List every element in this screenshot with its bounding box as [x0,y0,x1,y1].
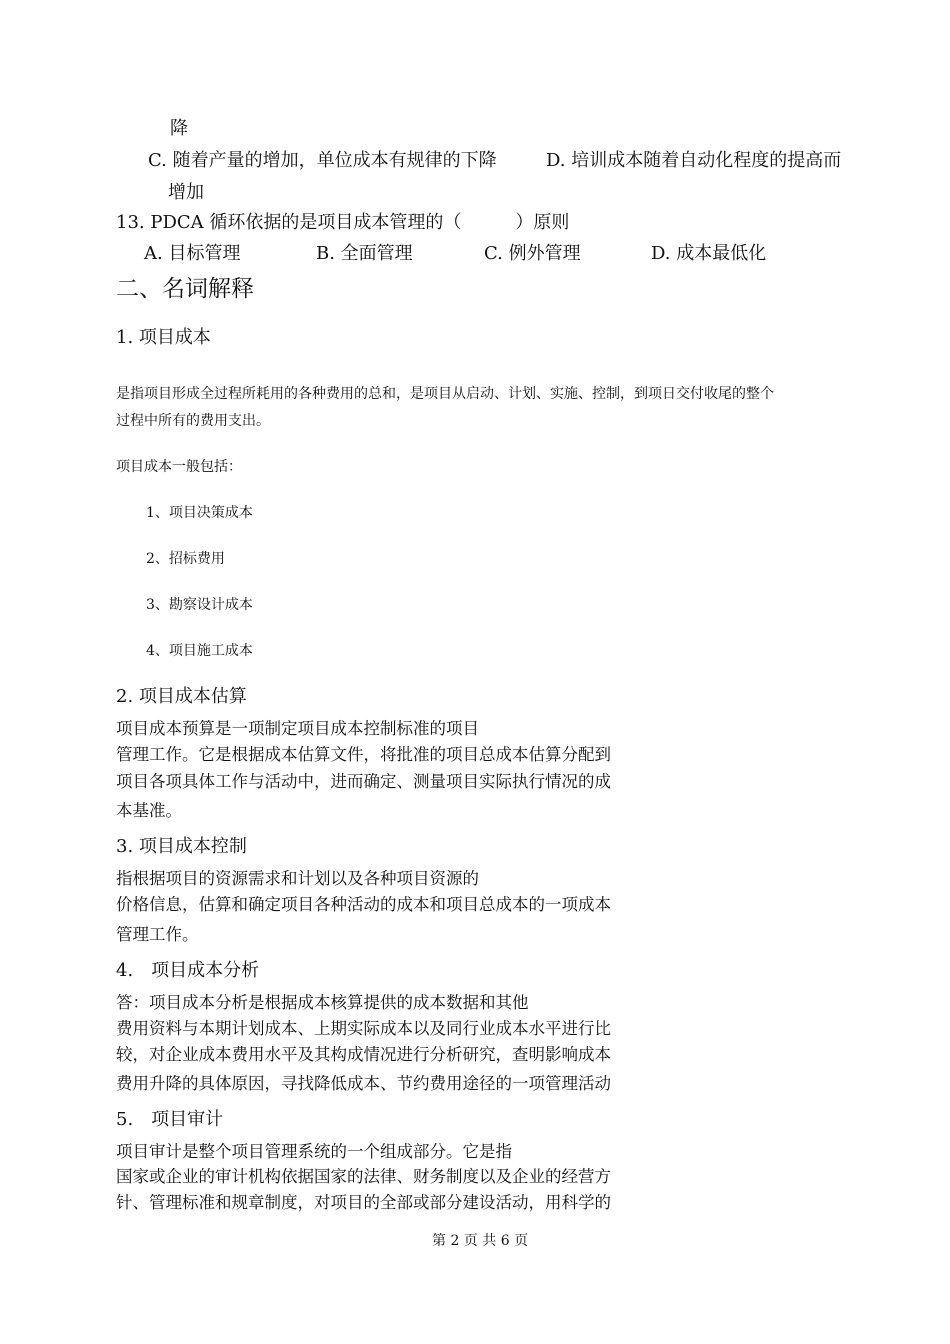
term1-list-item: 4、项目施工成本 [146,643,253,659]
term1-list-intro: 项目成本一般包括： [116,459,242,475]
term1-heading: 1. 项目成本 [116,327,211,348]
term2-line: 管理工作。它是根据成本估算文件，将批准的项目总成本估算分配到 [116,745,611,764]
term5-line: 针、管理标准和规章制度，对项目的全部或部分建设活动，用科学的 [116,1193,611,1212]
term1-list-item: 2、招标费用 [146,551,225,567]
page-footer: 第 2 页 共 6 页 [432,1233,529,1249]
term1-para-line2: 过程中所有的费用支出。 [116,413,270,429]
term4-line: 答：项目成本分析是根据成本核算提供的成本数据和其他 [116,993,529,1012]
term2-line: 项目成本预算是一项制定项目成本控制标准的项目 [116,719,479,738]
term4-heading: 4. 项目成本分析 [116,960,260,981]
q12-line1: 降 [170,118,188,139]
q12-line-last: 增加 [168,182,204,203]
term3-heading: 3. 项目成本控制 [116,836,247,857]
q13-option-b: B. 全面管理 [316,243,413,264]
term5-heading: 5. 项目审计 [116,1109,224,1130]
q13-stem: 13. PDCA 循环依据的是项目成本管理的（ ）原则 [116,212,570,233]
term5-line: 国家或企业的审计机构依据国家的法律、财务制度以及企业的经营方 [116,1167,611,1186]
term2-heading: 2. 项目成本估算 [116,686,247,707]
term1-para-line1: 是指项目形成全过程所耗用的各种费用的总和，是项目从启动、计划、实施、控制，到项日交付收尾的整个 [116,386,774,402]
term2-line: 项目各项具体工作与活动中，进而确定、测量项目实际执行情况的成 [116,772,611,791]
q12-option-d: D. 培训成本随着自动化程度的提高而 [546,150,842,171]
term2-line: 本基准。 [116,801,182,820]
term1-list-item: 3、勘察设计成本 [146,597,253,613]
q12-option-c: C. 随着产量的增加，单位成本有规律的下降 [148,150,497,171]
term3-line: 价格信息，估算和确定项目各种活动的成本和项目总成本的一项成本 [116,895,611,914]
q13-option-d: D. 成本最低化 [651,243,767,264]
section-title: 二、名词解释 [116,276,254,302]
term5-line: 项目审计是整个项目管理系统的一个组成部分。它是指 [116,1142,512,1161]
term4-line: 较，对企业成本费用水平及其构成情况进行分析研究，查明影响成本 [116,1045,611,1064]
term3-line: 管理工作。 [116,925,199,944]
term4-line: 费用资料与本期计划成本、上期实际成本以及同行业成本水平进行比 [116,1019,611,1038]
term1-list-item: 1、项目决策成本 [146,505,253,521]
q13-option-a: A. 目标管理 [144,243,241,264]
term4-line: 费用升降的具体原因，寻找降低成本、节约费用途径的一项管理活动 [116,1074,611,1093]
term3-line: 指根据项目的资源需求和计划以及各种项目资源的 [116,869,479,888]
q13-option-c: C. 例外管理 [484,243,581,264]
